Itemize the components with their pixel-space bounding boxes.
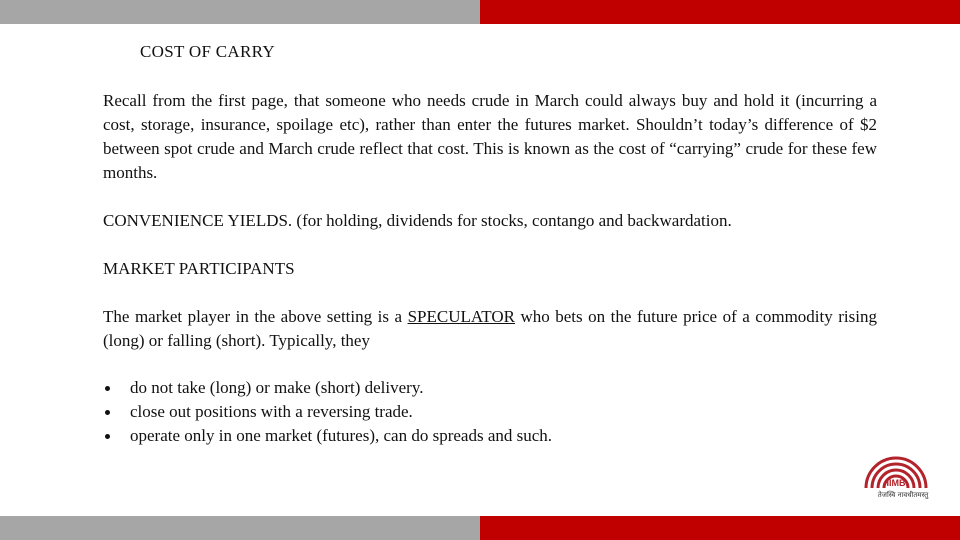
speculator-traits-list	[103, 376, 552, 448]
bottom-banner-gray	[0, 516, 480, 540]
top-banner-red	[480, 0, 960, 24]
list-item	[103, 400, 552, 424]
logo-tagline: तेजस्वि नावधीतमस्तु	[877, 491, 929, 499]
slide-title: COST OF CARRY	[140, 42, 275, 61]
list-item	[103, 424, 552, 448]
list-item	[103, 376, 552, 400]
top-banner	[0, 0, 960, 24]
speculator-text-after: who bets on the future price of a commodity rising (long) or falling (short). Typically, they	[103, 307, 877, 350]
speculator-text-before: The market player in the above setting is a	[103, 307, 408, 326]
logo-name: IIMB	[886, 478, 906, 488]
list-item-text: operate only in one market (futures), can do spreads and such.	[130, 426, 553, 445]
market-participants-heading: MARKET PARTICIPANTS	[103, 259, 295, 278]
convenience-yields-paragraph: CONVENIENCE YIELDS. (for holding, dividends for stocks, contango and backwardation.	[103, 211, 732, 230]
top-banner-gray	[0, 0, 480, 24]
cost-of-carry-paragraph: Recall from the first page, that someone who needs crude in March could always buy and hold it (incurring a cost, storage, insurance, spoilage etc), rather than enter the futures market. Shouldn’t today’s difference of $2 between spot crude and March crude reflect that cost. This is known as the cost of “carrying” crude for these few months.	[103, 91, 877, 182]
list-item-text: do not take (long) or make (short) delivery.	[130, 378, 424, 397]
bottom-banner	[0, 516, 960, 540]
bullet-dot-icon	[105, 410, 110, 415]
speculator-paragraph	[103, 305, 877, 353]
bullet-dot-icon	[105, 434, 110, 439]
list-item-text: close out positions with a reversing trade.	[130, 402, 413, 421]
speculator-term: SPECULATOR	[407, 307, 515, 326]
bottom-banner-red	[480, 516, 960, 540]
bullet-dot-icon	[105, 386, 110, 391]
